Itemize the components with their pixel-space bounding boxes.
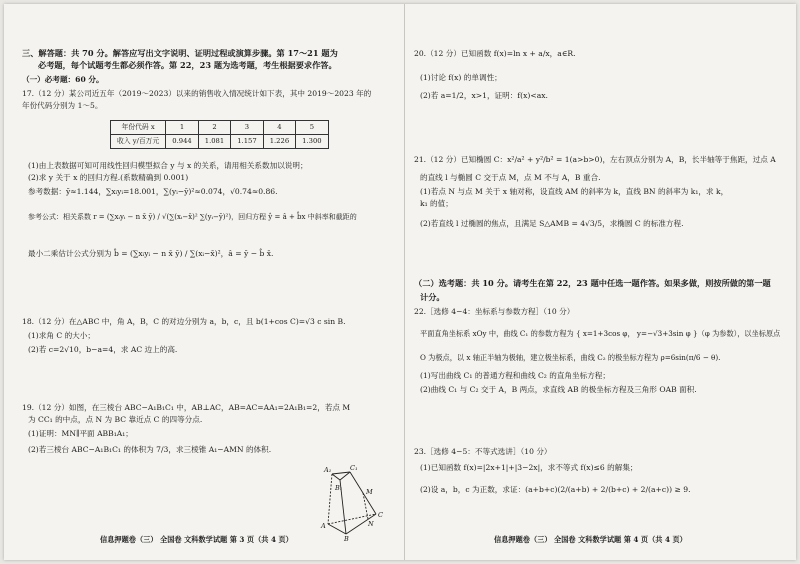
table-row (111, 135, 329, 149)
label-c: C (378, 511, 383, 519)
question-23-title: 23.［选修 4−5：不等式选讲］（10 分） (414, 447, 552, 456)
reference-formula-regression: 最小二乘估计公式分别为 b̂ = (∑xᵢyᵢ − n x̄ ȳ) / ∑(xᵢ−x̄)²，â = ȳ − b̂ x̄. (28, 249, 274, 258)
table-cell: 1 (166, 121, 198, 135)
edge-a-b (328, 524, 346, 534)
question-22-stem: 平面直角坐标系 xOy 中，曲线 C₁ 的参数方程为 { x=1+3cos φ， y=−√3+3sin φ }（φ 为参数），以坐标原点 (420, 329, 781, 338)
table-cell: 1.157 (231, 135, 263, 149)
sales-data-table (110, 120, 329, 149)
section-heading: 三、解答题：共 70 分。解答应写出文字说明、证明过程或演算步骤。第 17～21 题为 (22, 48, 338, 58)
label-a: A (321, 522, 326, 530)
question-18-part-1: (1)求角 C 的大小； (28, 331, 95, 340)
question-22-part-1: (1)写出曲线 C₁ 的普通方程和曲线 C₂ 的直角坐标方程； (420, 371, 610, 380)
section-heading-cont: 必考题，每个试题考生都必须作答。第 22，23 题为选考题，考生根据要求作答。 (38, 60, 337, 70)
table-cell: 1.081 (198, 135, 230, 149)
question-19-stem: 19.（12 分）如图，在三棱台 ABC−A₁B₁C₁ 中，AB⊥AC，AB=AC=AA₁=2A₁B₁=2，若点 M (22, 403, 351, 412)
question-19-stem-cont: 为 CC₁ 的中点，点 N 为 BC 靠近点 C 的四等分点. (28, 415, 203, 424)
subsection-heading: （一）必考题：60 分。 (22, 75, 104, 84)
question-20-part-1: (1)讨论 f(x) 的单调性； (420, 73, 502, 82)
question-23-part-2: (2)设 a，b，c 为正数，求证：(a+b+c)(2/(a+b) + 2/(b+c) + 2/(a+c)) ≥ 9. (420, 485, 691, 494)
elective-heading: （二）选考题：共 10 分。请考生在第 22，23 题中任选一题作答。如果多做，则按所做的第一题 (414, 278, 771, 288)
question-22-part-2: (2)曲线 C₁ 与 C₂ 交于 A，B 两点，求直线 AB 的极坐标方程及三角形 OAB 面积. (420, 385, 697, 394)
label-c1: C₁ (350, 464, 358, 472)
reference-data: 参考数据：ȳ≈1.144，∑xᵢyᵢ=18.001，∑(yᵢ−ȳ)²≈0.074，√0.74≈0.86. (28, 187, 278, 196)
label-a1: A₁ (324, 466, 332, 474)
question-18-stem: 18.（12 分）在△ABC 中，角 A，B，C 的对边分别为 a，b，c，且 b(1+cos C)=√3 c sin B. (22, 317, 346, 326)
right-page-footer: 信息押题卷（三） 全国卷 文科数学试题 第 4 页（共 4 页） (494, 535, 687, 544)
table-cell: 收入 y/百万元 (111, 135, 166, 149)
table-cell: 2 (198, 121, 230, 135)
table-cell: 1.226 (263, 135, 295, 149)
question-18-part-2: (2)若 c=2√10，b−a=4，求 AC 边上的高. (28, 345, 178, 354)
question-22-title: 22.［选修 4−4：坐标系与参数方程］（10 分） (414, 307, 575, 316)
reference-formula-r: 参考公式：相关系数 r = (∑xᵢyᵢ − n x̄ ȳ) / √(∑(xᵢ−x̄)² ∑(yᵢ−ȳ)²)，回归方程 ŷ = â + b̂x 中斜率和截距的 (28, 213, 357, 221)
table-cell: 1.300 (296, 135, 328, 149)
question-21-stem: 21.（12 分）已知椭圆 C：x²/a² + y²/b² = 1(a>b>0)，左右顶点分别为 A，B，长半轴等于焦距，过点 A (414, 155, 776, 164)
left-page-footer: 信息押题卷（三） 全国卷 文科数学试题 第 3 页（共 4 页） (100, 535, 293, 544)
question-21-part-1-cont: k₁ 的值； (420, 199, 453, 208)
question-17-part-2: (2)求 y 关于 x 的回归方程.(系数精确到 0.001) (28, 173, 189, 182)
question-20-stem: 20.（12 分）已知函数 f(x)=ln x + a/x，a∈R. (414, 49, 576, 58)
question-19-part-1: (1)证明：MN∥平面 ABB₁A₁； (28, 429, 133, 438)
question-17-stem-cont: 年份代码分别为 1～5。 (22, 101, 103, 110)
question-22-stem-cont: O 为极点，以 x 轴正半轴为极轴，建立极坐标系，曲线 C₂ 的极坐标方程为 ρ=6sin(π/6 − θ). (420, 353, 721, 362)
question-20-part-2: (2)若 a=1/2，x>1，证明：f(x)<ax. (420, 91, 548, 100)
triangular-frustum-figure (310, 462, 390, 542)
exam-sheet (4, 4, 796, 560)
table-row (111, 121, 329, 135)
edge-a1-b1 (332, 474, 340, 480)
question-17-part-1: (1)由上表数据可知可用线性回归模型拟合 y 与 x 的关系，请用相关系数加以说明； (28, 161, 308, 170)
table-cell: 3 (231, 121, 263, 135)
table-cell: 年份代码 x (111, 121, 166, 135)
table-cell: 4 (263, 121, 295, 135)
edge-a1-a (328, 474, 332, 524)
question-17-stem: 17.（12 分）某公司近五年（2019～2023）以来的销售收入情况统计如下表，其中 2019～2023 年的 (22, 89, 372, 98)
page-fold-divider (404, 4, 405, 560)
question-19-part-2: (2)若三棱台 ABC−A₁B₁C₁ 的体积为 7/3，求三棱锥 A₁−AMN 的体积. (28, 445, 272, 454)
label-n: N (368, 520, 374, 528)
label-b: B (344, 535, 349, 542)
label-b1: B₁ (335, 484, 343, 492)
question-23-part-1: (1)已知函数 f(x)=|2x+1|+|3−2x|，求不等式 f(x)≤6 的解集； (420, 463, 638, 472)
table-cell: 5 (296, 121, 328, 135)
question-21-part-1: (1)若点 N 与点 M 关于 x 轴对称，设直线 AM 的斜率为 k，直线 BN 的斜率为 k₁，求 k， (420, 187, 729, 196)
elective-heading-cont: 计分。 (420, 292, 445, 302)
question-21-stem-cont: 的直线 l 与椭圆 C 交于点 M，点 M 不与 A，B 重合. (420, 173, 601, 182)
table-cell: 0.944 (166, 135, 198, 149)
label-m: M (366, 488, 373, 496)
question-21-part-2: (2)若直线 l 过椭圆的焦点，且满足 S△AMB = 4√3/5，求椭圆 C 的标准方程. (420, 219, 684, 228)
